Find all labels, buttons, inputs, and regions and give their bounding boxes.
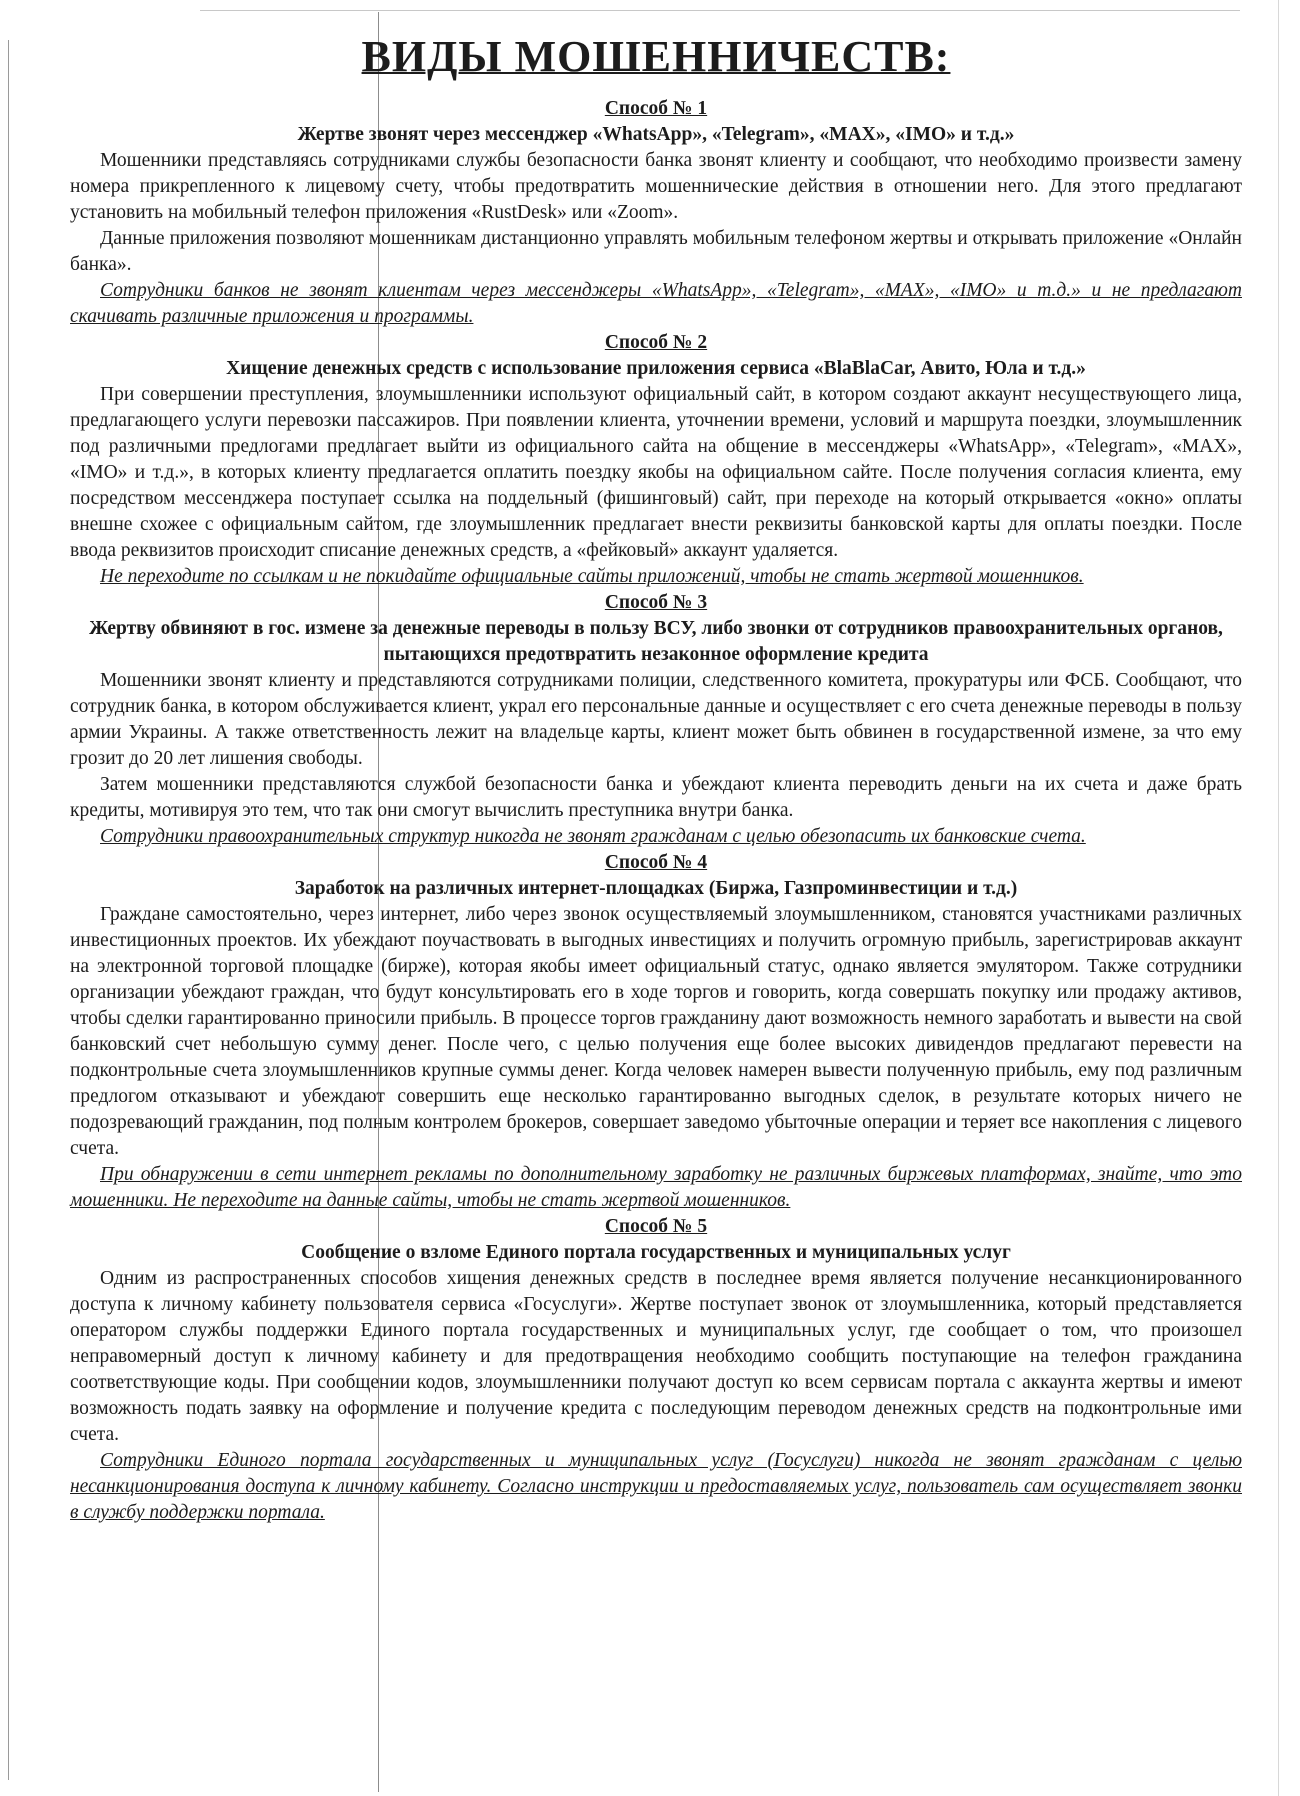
method-subtitle: Сообщение о взломе Единого портала государственных и муниципальных услуг (301, 1242, 1011, 1263)
method-heading: Способ № 2 (604, 332, 708, 353)
method-heading: Способ № 3 (604, 592, 708, 613)
page-title: ВИДЫ МОШЕННИЧЕСТВ: (361, 32, 951, 81)
method-paragraph: При совершении преступления, злоумышленники используют официальный сайт, в котором создают аккаунт несуществующего лица, предлагающего услуги перевозки пассажиров. При появлении клиента, уточнении времени, условий и маршрута поездки, злоумышленник под различными предлогами предлагает выйти из официального сайта на общение в мессенджеры «WhatsApp», «Telegram», «MAX», «IMO» и т.д.», в которых клиенту предлагается оплатить поездку якобы на официальном сайте. После получения согласия клиента, ему посредством мессенджера поступает ссылка на поддельный (фишинговый) сайт, при переходе на который открывается «окно» оплаты внешне схожее с официальным сайтом, где злоумышленник предлагает внести реквизиты банковской карты для оплаты поездки. После ввода реквизитов происходит списание денежных средств, а «фейковый» аккаунт удаляется. (70, 384, 1242, 561)
scan-edge-top (200, 10, 1240, 11)
method-warning: При обнаружении в сети интернет рекламы по дополнительному заработку не различных биржевых платформах, знайте, что это мошенники. Не переходите на данные сайты, чтобы не стать жертвой мошенников. (70, 1164, 1242, 1211)
method-3 (70, 590, 1242, 850)
method-subtitle: Жертву обвиняют в гос. измене за денежные переводы в пользу ВСУ, либо звонки от сотрудников правоохранительных органов, пытающихся предотвратить незаконное оформление кредита (89, 618, 1223, 665)
method-1 (70, 96, 1242, 330)
method-warning: Сотрудники банков не звонят клиентам через мессенджеры «WhatsApp», «Telegram», «MAX», «IMO» и т.д.» и не предлагают скачивать различные приложения и программы. (70, 280, 1242, 327)
method-paragraph: Затем мошенники представляются службой безопасности банка и убеждают клиента переводить деньги на их счета и даже брать кредиты, мотивируя это тем, что так они смогут вычислить преступника внутри банка. (70, 774, 1242, 821)
method-warning: Сотрудники Единого портала государственных и муниципальных услуг (Госуслуги) никогда не звонят гражданам с целью несанкционирования доступа к личному кабинету. Согласно инструкции и предоставляемых услуг, пользователь сам осуществляет звонки в службу поддержки портала. (70, 1450, 1242, 1523)
method-warning: Сотрудники правоохранительных структур никогда не звонят гражданам с целью обезопасить их банковские счета. (100, 826, 1086, 847)
method-2 (70, 330, 1242, 590)
scan-edge-right (1278, 0, 1279, 1796)
method-heading: Способ № 5 (604, 1216, 708, 1237)
method-paragraph: Мошенники представляясь сотрудниками службы безопасности банка звонят клиенту и сообщают, что необходимо произвести замену номера прикрепленного к лицевому счету, чтобы предотвратить мошеннические действия в отношении него. Для этого предлагают установить на мобильный телефон приложения «RustDesk» или «Zoom». (70, 150, 1242, 223)
document-body (70, 30, 1242, 1526)
method-4 (70, 850, 1242, 1214)
method-subtitle: Жертве звонят через мессенджер «WhatsApp», «Telegram», «MAX», «IMO» и т.д.» (297, 124, 1015, 145)
method-paragraph: Граждане самостоятельно, через интернет, либо через звонок осуществляемый злоумышленником, становятся участниками различных инвестиционных проектов. Их убеждают поучаствовать в выгодных инвестициях и получить огромную прибыль, зарегистрировав аккаунт на электронной торговой площадке (бирже), которая якобы имеет официальный статус, однако является эмулятором. Также сотрудники организации убеждают граждан, что будут консультировать его в ходе торгов и говорить, когда совершать покупку или продажу активов, чтобы сделки гарантированно приносили прибыль. В процессе торгов гражданину дают возможность немного заработать и вывести на свой банковский счет небольшую сумму денег. После чего, с целью получения еще более высоких дивидендов предлагают перевести на подконтрольные счета злоумышленников крупные суммы денег. Когда человек намерен вывести полученную прибыль, ему под различным предлогом отказывают и убеждают совершить еще несколько гарантированно выгодных сделок, в результате которых ничего не подозревающий гражданин, под полным контролем брокеров, совершает заведомо убыточные операции и теряет все накопления с лицевого счета. (70, 904, 1242, 1159)
method-subtitle: Заработок на различных интернет-площадках (Биржа, Газпроминвестиции и т.д.) (294, 878, 1018, 899)
method-heading: Способ № 1 (604, 98, 708, 119)
method-paragraph: Мошенники звонят клиенту и представляются сотрудниками полиции, следственного комитета, прокуратуры или ФСБ. Сообщают, что сотрудник банка, в котором обслуживается клиент, украл его персональные данные и осуществляет с его счета денежные переводы в пользу армии Украины. А также ответственность лежит на владельце карты, клиент может быть обвинен в государственной измене, за что ему грозит до 20 лет лишения свободы. (70, 670, 1242, 769)
method-subtitle: Хищение денежных средств с использование приложения сервиса «BlaBlaCar, Авито, Юла и т.д.» (226, 358, 1086, 379)
method-paragraph: Данные приложения позволяют мошенникам дистанционно управлять мобильным телефоном жертвы и открывать приложение «Онлайн банка». (70, 228, 1242, 275)
scan-edge-left (8, 40, 9, 1780)
method-warning: Не переходите по ссылкам и не покидайте официальные сайты приложений, чтобы не стать жертвой мошенников. (100, 566, 1084, 587)
method-heading: Способ № 4 (604, 852, 708, 873)
method-5 (70, 1214, 1242, 1526)
method-paragraph: Одним из распространенных способов хищения денежных средств в последнее время является получение несанкционированного доступа к личному кабинету пользователя сервиса «Госуслуги». Жертве поступает звонок от злоумышленника, который представляется оператором службы поддержки Единого портала государственных и муниципальных услуг, где сообщает о том, что произошел неправомерный доступ к личному кабинету и для предотвращения необходимо сообщить поступающие на телефон гражданина соответствующие коды. При сообщении кодов, злоумышленники получают доступ ко всем сервисам портала с аккаунта жертвы и имеют возможность подать заявку на оформление и получение кредита с последующим переводом денежных средств на подконтрольные ими счета. (70, 1268, 1242, 1445)
